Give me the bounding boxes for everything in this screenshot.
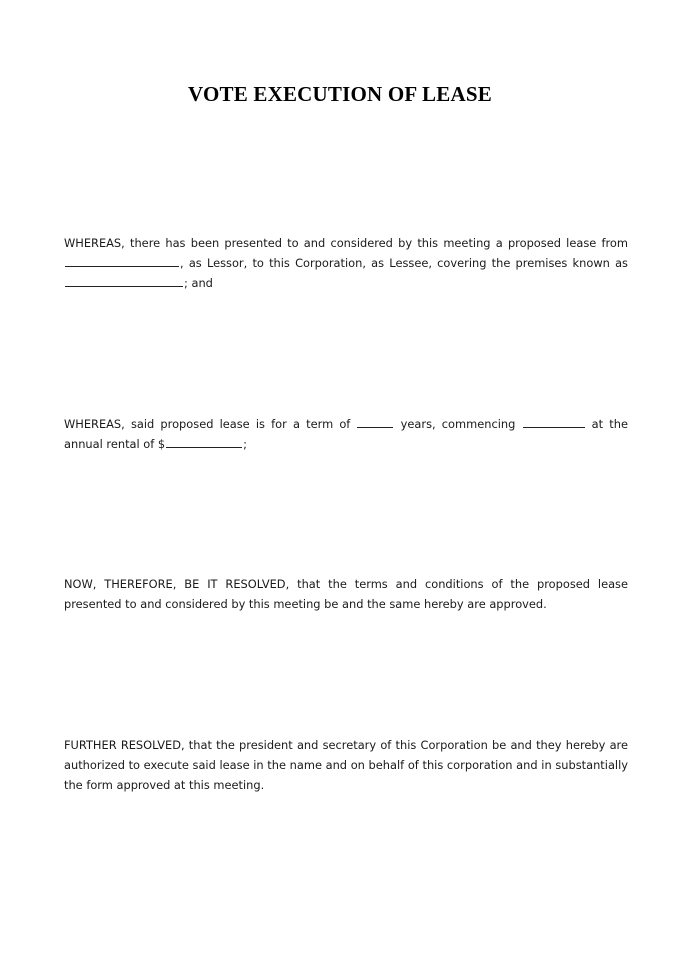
paragraph-text: WHEREAS, said proposed lease is for a term of [64,417,351,431]
paragraph-text: years, commencing [400,417,516,431]
lessor-name-blank[interactable] [65,254,179,267]
premises-blank[interactable] [65,274,183,287]
paragraph-text: , as Lessor, to this Corporation, as Lessee, covering the premises known as [180,256,628,270]
further-resolved-paragraph: FURTHER RESOLVED, that the president and secretary of this Corporation be and they hereby are authorized to execute said lease in the name and on behalf of this corporation and in substantially the form approved at this meeting. [64,738,628,792]
whereas-term-paragraph [58,414,628,454]
paragraph-text: WHEREAS, there has been presented to and considered by this meeting a proposed lease from [64,236,628,250]
commencing-date-blank[interactable] [523,415,585,428]
paragraph-text: at the annual rental of $ [64,417,628,451]
paragraph-text: ; [243,437,247,451]
whereas-presented-paragraph [58,233,628,293]
term-years-blank[interactable] [357,415,393,428]
annual-rental-blank[interactable] [166,435,242,448]
document-title: VOTE EXECUTION OF LEASE [188,82,492,106]
paragraph-text: ; and [184,276,213,290]
resolved-approval-paragraph: NOW, THEREFORE, BE IT RESOLVED, that the terms and conditions of the proposed lease presented to and considered by this meeting be and the same hereby are approved. [64,577,628,611]
